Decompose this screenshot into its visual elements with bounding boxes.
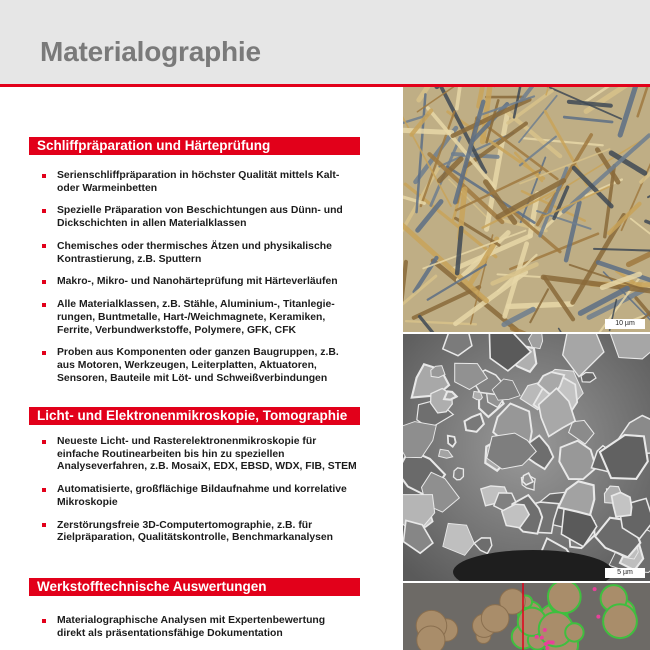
grain: [417, 626, 445, 650]
list-item: [42, 170, 360, 195]
bullet-marker: [42, 619, 46, 623]
list-item: [42, 484, 360, 509]
list-item-text: Spezielle Präparation von Beschichtungen aus Dünn- und Dickschichten in allen Materialklassen: [57, 205, 343, 230]
list-item: [42, 520, 360, 545]
grain: [548, 583, 581, 613]
grain: [603, 604, 637, 638]
bullet-marker: [42, 280, 46, 284]
pore-marker: [596, 615, 600, 619]
section-heading-preparation: Schliffpräparation und Härteprüfung: [29, 137, 360, 155]
light-micrograph-image: [403, 87, 650, 332]
grain: [481, 605, 509, 633]
section-list-preparation: [42, 170, 360, 396]
grain: [565, 623, 583, 641]
list-item-text: Automatisierte, großflächige Bildaufnahme und korrelative Mikroskopie: [57, 484, 347, 508]
bullet-marker: [42, 440, 46, 444]
list-item-text: Serienschliffpräparation in höchster Qualität mittels Kalt- oder Warmeinbetten: [57, 170, 340, 194]
header-band: [0, 0, 650, 84]
pore-marker: [543, 628, 547, 632]
list-item-text: Proben aus Komponenten oder ganzen Baugruppen, z.B. aus Motoren, Werkzeugen, Leiterplatten, Aktuatoren, Sensoren, Bauteile mit Löt- und Schweißverbindungen: [57, 347, 339, 384]
scale-bar-label: 10 µm: [605, 319, 645, 329]
page-title: Materialographie: [40, 36, 261, 67]
pore-marker: [551, 640, 555, 644]
list-item-text: Neueste Licht- und Rasterelektronenmikroskopie für einfache Routinearbeiten bis hin zu speziellen Analyseverfahren, z.B. MosaiX, EDX, EBSD, WDX, FIB, STEM: [57, 436, 357, 473]
pore-marker: [535, 635, 539, 639]
list-item-text: Alle Materialklassen, z.B. Stähle, Aluminium-, Titanlegie- rungen, Buntmetalle, Hart-/Weichmagnete, Keramiken, Ferrite, Verbundwerkstoffe, Polymere, GFK, CFK: [57, 299, 335, 336]
list-item: [42, 241, 360, 266]
list-item: [42, 205, 360, 230]
pore-marker: [547, 640, 551, 644]
bullet-marker: [42, 351, 46, 355]
bullet-marker: [42, 174, 46, 178]
crystal-needle: [403, 130, 452, 133]
segmentation-micrograph-image: [403, 583, 650, 650]
list-item-text: Makro-, Mikro- und Nanohärteprüfung mit Härteverläufen: [57, 276, 338, 288]
list-item: [42, 615, 360, 640]
pore-marker: [593, 587, 597, 591]
bullet-marker: [42, 523, 46, 527]
sem-micrograph-image: [403, 334, 650, 581]
list-item: [42, 299, 360, 337]
section-heading-microscopy: Licht- und Elektronenmikroskopie, Tomographie: [29, 407, 360, 425]
pore-marker: [545, 646, 549, 650]
bullet-marker: [42, 303, 46, 307]
scale-bar-label: 5 µm: [605, 568, 645, 578]
section-list-microscopy: [42, 436, 360, 555]
section-heading-evaluation: Werkstofftechnische Auswertungen: [29, 578, 360, 596]
list-item: [42, 347, 360, 385]
list-item-text: Zerstörungsfreie 3D-Computertomographie, z.B. für Zielpräparation, Qualitätskontrolle, Benchmarkanalysen: [57, 519, 334, 544]
list-item: [42, 436, 360, 474]
fracture-facet: [454, 468, 464, 480]
list-item-text: Materialographische Analysen mit Expertenbewertung direkt als präsentationsfähige Dokumentation: [57, 615, 326, 639]
bullet-marker: [42, 209, 46, 213]
list-item-text: Chemisches oder thermisches Ätzen und physikalische Kontrastierung, z.B. Sputtern: [57, 240, 332, 265]
bullet-marker: [42, 488, 46, 492]
section-list-evaluation: [42, 615, 360, 650]
fracture-facet: [473, 391, 483, 399]
bullet-marker: [42, 244, 46, 248]
pore-marker: [540, 636, 544, 640]
list-item: [42, 276, 360, 289]
fracture-facet: [612, 493, 632, 517]
